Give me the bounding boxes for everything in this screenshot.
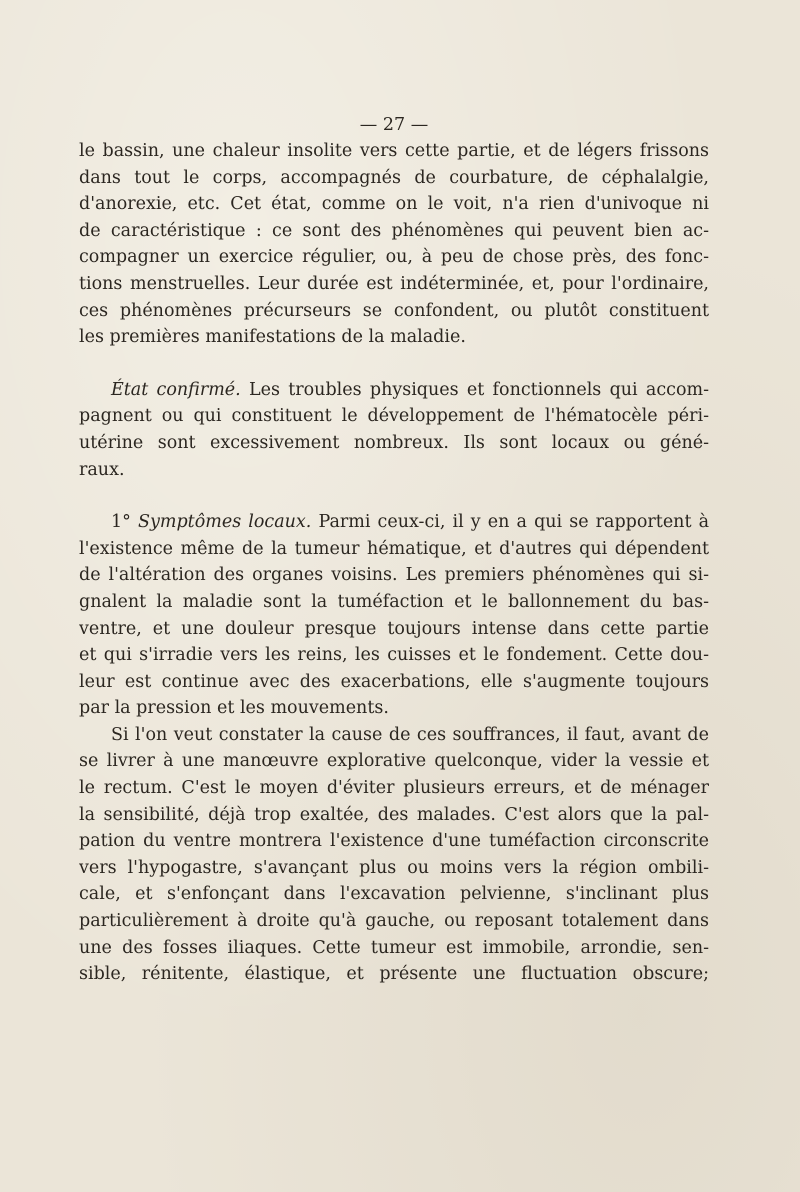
text-line: raux. bbox=[79, 459, 125, 480]
text-line: une des fosses iliaques. Cette tumeur est immobile, arrondie, sen- bbox=[79, 937, 709, 958]
page-text bbox=[79, 112, 709, 988]
text-line: utérine sont excessivement nombreux. Ils sont locaux ou géné- bbox=[79, 432, 709, 453]
text-line: se livrer à une manœuvre explorative quelconque, vider la vessie et bbox=[79, 751, 709, 772]
text-run: Parmi ceux-ci, il y en a qui se rapportent à bbox=[311, 512, 709, 533]
text-line: et qui s'irradie vers les reins, les cuisses et le fondement. Cette dou- bbox=[79, 645, 709, 666]
text-line: leur est continue avec des exacerbations, elle s'augmente toujours bbox=[79, 671, 709, 692]
text-line: vers l'hypogastre, s'avançant plus ou moins vers la région ombili- bbox=[79, 857, 709, 878]
page-number: — 27 — bbox=[359, 115, 429, 135]
text-line: de l'altération des organes voisins. Les premiers phénomènes qui si- bbox=[79, 565, 709, 586]
paragraph-3 bbox=[79, 509, 709, 722]
text-line: ventre, et une douleur presque toujours intense dans cette partie bbox=[79, 618, 709, 639]
text-line-with-heading bbox=[79, 377, 709, 404]
text-line: les premières manifestations de la maladie. bbox=[79, 327, 466, 348]
text-line: gnalent la maladie sont la tuméfaction et le ballonnement du bas- bbox=[79, 591, 709, 612]
text-line: sible, rénitente, élastique, et présente une fluctuation obscure; bbox=[79, 964, 709, 985]
paragraph-1 bbox=[79, 138, 709, 351]
text-line: l'existence même de la tumeur hématique, et d'autres qui dépendent bbox=[79, 538, 709, 559]
section-number: 1° bbox=[111, 512, 138, 533]
paragraph-2 bbox=[79, 377, 709, 483]
text-line: dans tout le corps, accompagnés de courbature, de céphalalgie, bbox=[79, 167, 709, 188]
text-line-with-heading bbox=[79, 509, 709, 536]
text-line: Si l'on veut constater la cause de ces souffrances, il faut, avant de bbox=[111, 724, 709, 745]
paragraph-gap bbox=[79, 483, 709, 509]
text-line: tions menstruelles. Leur durée est indéterminée, et, pour l'ordinaire, bbox=[79, 273, 709, 294]
text-line: cale, et s'enfonçant dans l'excavation pelvienne, s'inclinant plus bbox=[79, 884, 709, 905]
text-line: particulièrement à droite qu'à gauche, ou reposant totalement dans bbox=[79, 911, 709, 932]
section-heading: État confirmé. bbox=[111, 379, 241, 400]
text-run: Les troubles physiques et fonctionnels qui accom- bbox=[240, 379, 709, 400]
text-line: d'anorexie, etc. Cet état, comme on le voit, n'a rien d'univoque ni bbox=[79, 194, 709, 215]
text-line: de caractéristique : ce sont des phénomènes qui peuvent bien ac- bbox=[79, 220, 709, 241]
text-line: compagner un exercice régulier, ou, à peu de chose près, des fonc- bbox=[79, 247, 709, 268]
text-line: la sensibilité, déjà trop exaltée, des malades. C'est alors que la pal- bbox=[79, 804, 709, 825]
text-line: ces phénomènes précurseurs se confondent, ou plutôt constituent bbox=[79, 300, 709, 321]
text-line: le bassin, une chaleur insolite vers cette partie, et de légers frissons bbox=[79, 141, 709, 161]
text-line: pagnent ou qui constituent le développement de l'hématocèle péri- bbox=[79, 406, 709, 427]
text-line: par la pression et les mouvements. bbox=[79, 698, 389, 719]
paragraph-4 bbox=[79, 722, 709, 988]
section-heading: Symptômes locaux. bbox=[138, 512, 312, 533]
text-line: pation du ventre montrera l'existence d'une tuméfaction circonscrite bbox=[79, 831, 709, 852]
text-line: le rectum. C'est le moyen d'éviter plusieurs erreurs, et de ménager bbox=[79, 778, 709, 799]
paragraph-gap bbox=[79, 351, 709, 377]
